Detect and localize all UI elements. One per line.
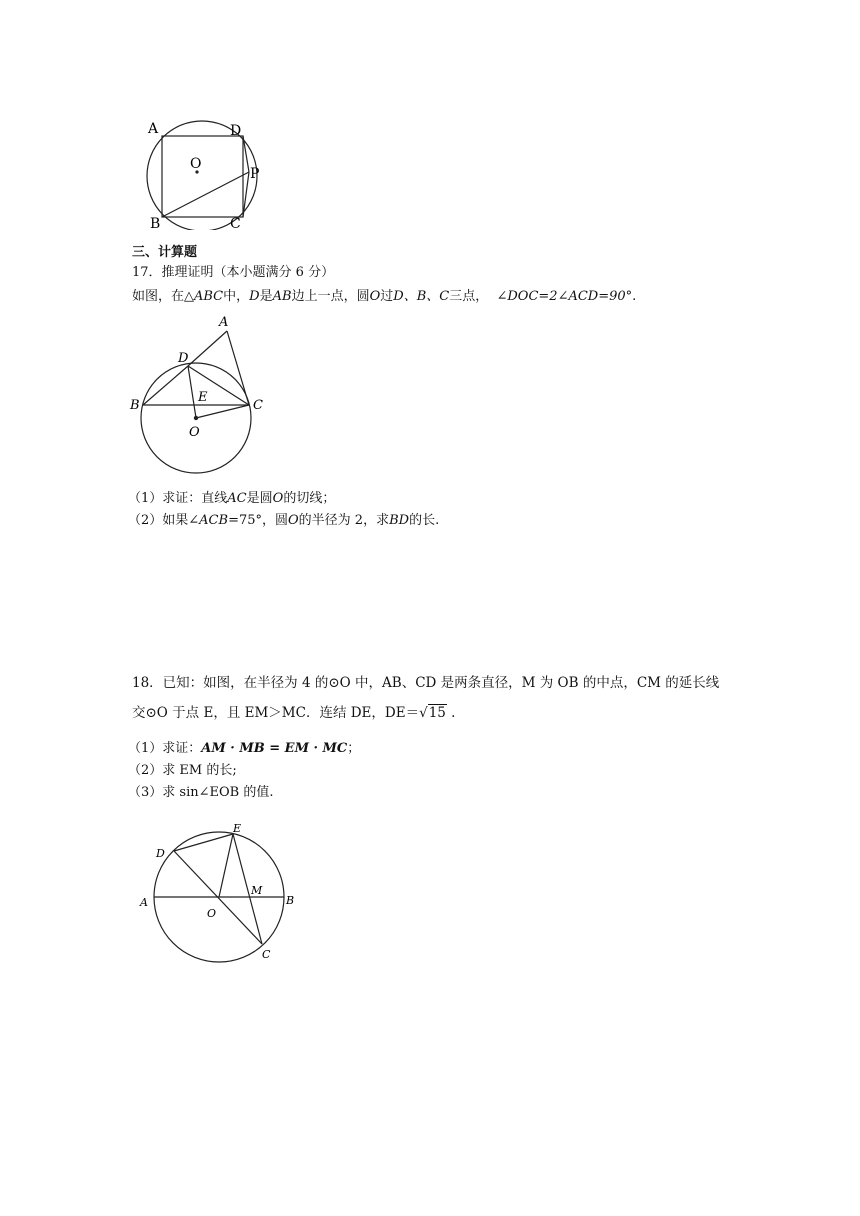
- label-p: P: [250, 166, 260, 182]
- figure-q18: [134, 820, 304, 968]
- q17-stem-ab: AB: [272, 289, 292, 304]
- q17-part1-text: （1）求证：直线: [128, 491, 228, 506]
- q18-part1-math: AM · MB = EM · MC: [201, 741, 348, 756]
- q18-part3: （3）求 sin∠EOB 的值.: [128, 785, 274, 800]
- sqrt-expression: √15: [419, 705, 446, 721]
- q17-part1-text: 的切线；: [283, 491, 336, 506]
- label-b: B: [150, 216, 161, 230]
- q18-line1: 18．已知：如图，在半径为 4 的⊙O 中，AB、CD 是两条直径，M 为 OB 的中点，CM 的延长线: [132, 675, 720, 691]
- q17-part2-text: 的长.: [409, 513, 440, 528]
- label-o: O: [190, 156, 202, 172]
- label-a: A: [148, 121, 159, 137]
- q17-stem-d: D: [249, 289, 260, 304]
- q18-part1: [128, 740, 360, 758]
- q17-stem-text: 是: [259, 289, 273, 304]
- label-a: A: [219, 315, 229, 330]
- segment-cp: [243, 172, 249, 217]
- section-title: 三、计算题: [132, 245, 198, 260]
- segment-da: [188, 331, 227, 366]
- label-d: D: [178, 351, 189, 366]
- segment-dp: [243, 136, 249, 172]
- q17-part2-acb: ACB: [199, 513, 229, 528]
- q17-stem-angle: ∠DOC=2∠ACD=90°: [496, 289, 633, 304]
- label-b: B: [286, 894, 295, 907]
- q17-stem-text: .: [632, 289, 637, 304]
- q18-line2-text: .: [446, 705, 456, 721]
- q17-stem-o: O: [369, 289, 381, 304]
- q17-stem-text: 中，: [223, 289, 250, 304]
- q17-part2: [128, 512, 439, 530]
- q17-part1-text: 是圆: [246, 491, 273, 506]
- figure-q17: [126, 312, 276, 476]
- q17-part2-bd: BD: [389, 513, 410, 528]
- q17-part1-ac: AC: [227, 491, 247, 506]
- q17-stem-text: 边上一点，圆: [291, 289, 370, 304]
- segment-bp: [162, 172, 249, 217]
- segment-eo: [219, 834, 233, 897]
- q18-part1-text: ；: [347, 741, 361, 756]
- label-o: O: [189, 425, 200, 440]
- q17-part2-text: =75°，圆: [228, 513, 288, 528]
- q17-part1: [128, 490, 335, 508]
- q17-stem-text: 过: [380, 289, 394, 304]
- q17-stem-text: 三点，: [449, 289, 489, 304]
- q17-stem-text: 如图，在△: [132, 289, 194, 304]
- square-abcd: [162, 136, 243, 217]
- q17-stem-abc: ABC: [194, 289, 224, 304]
- q18-part2: （2）求 EM 的长;: [128, 763, 237, 778]
- label-c: C: [262, 948, 271, 961]
- label-c: C: [253, 398, 263, 413]
- label-d: D: [230, 123, 242, 139]
- center-dot: [194, 416, 198, 420]
- q18-part1-text: （1）求证：: [128, 741, 202, 756]
- sqrt-argument: 15: [428, 705, 446, 721]
- segment-oc: [196, 405, 249, 418]
- q17-stem: [132, 288, 636, 306]
- q17-header: 17．推理证明（本小题满分 6 分）: [132, 265, 335, 280]
- label-b: B: [130, 398, 140, 413]
- q17-part1-o: O: [272, 491, 284, 506]
- segment-do: [188, 366, 196, 418]
- label-c: C: [230, 216, 241, 230]
- label-e: E: [198, 390, 208, 405]
- q18-line2-text: 交⊙O 于点 E，且 EM＞MC．连结 DE，DE＝: [132, 705, 420, 721]
- label-d: D: [156, 847, 165, 860]
- q17-part2-text: 的半径为 2，求: [298, 513, 390, 528]
- q17-stem-points: D、B、C: [393, 289, 450, 304]
- q18-line2: [132, 704, 455, 722]
- figure-square-in-circle: [140, 118, 270, 230]
- q17-part2-text: （2）如果∠: [128, 513, 200, 528]
- label-a: A: [140, 896, 148, 909]
- label-o: O: [207, 907, 217, 920]
- segment-ac: [227, 331, 249, 405]
- label-m: M: [251, 884, 263, 897]
- label-e: E: [233, 822, 242, 835]
- q17-part2-o: O: [288, 513, 299, 528]
